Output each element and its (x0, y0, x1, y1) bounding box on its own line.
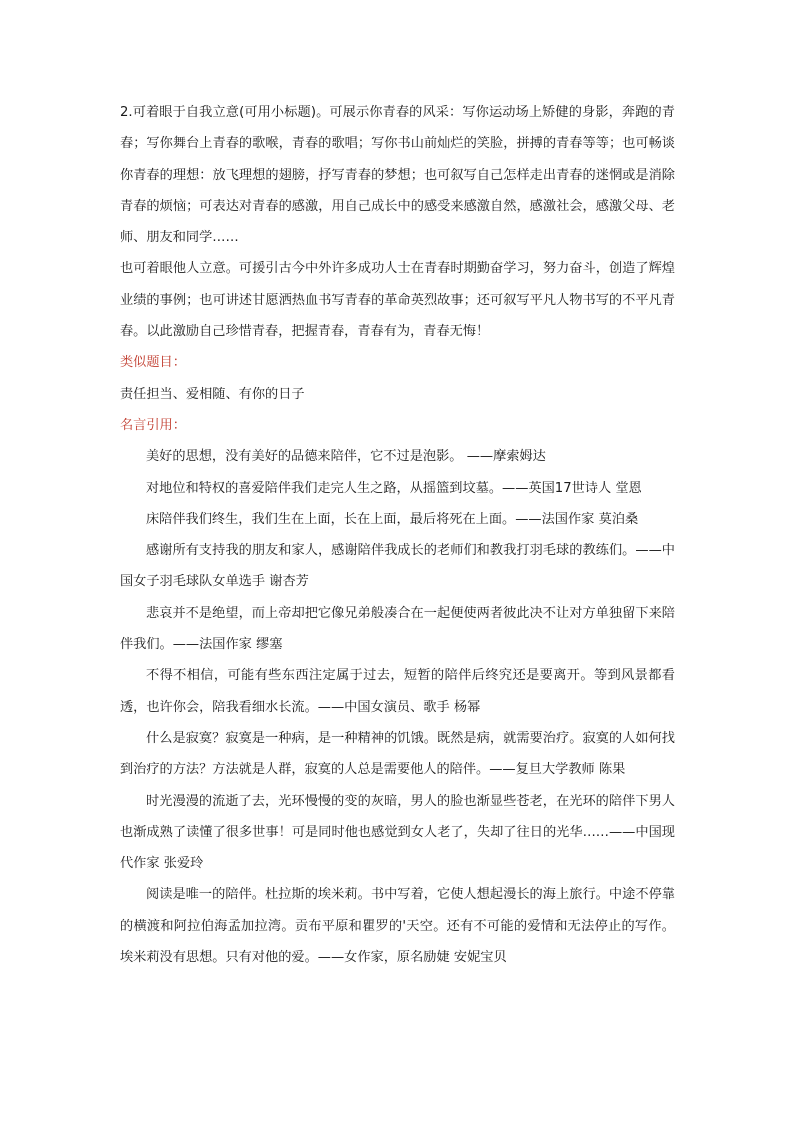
quote-item: 阅读是唯一的陪伴。杜拉斯的埃米莉。书中写着，它使人想起漫长的海上旅行。中途不停靠的横渡和阿拉伯海孟加拉湾。贡布平原和瞿罗的'天空。还有不可能的爱情和无法停止的写作。埃米莉没有思想。只有对他的爱。——女作家，原名励婕 安妮宝贝 (120, 887, 675, 966)
paragraph-others-intent: 也可着眼他人立意。可援引古今中外许多成功人士在青春时期勤奋学习，努力奋斗，创造了辉煌业绩的事例；也可讲述甘愿洒热血书写青春的革命英烈故事；还可叙写平凡人物书写的不平凡青春。以此激励自己珍惜青春，把握青春，青春有为，青春无悔！ (120, 261, 675, 340)
quote-item: 感谢所有支持我的朋友和家人，感谢陪伴我成长的老师们和教我打羽毛球的教练们。——中国女子羽毛球队女单选手 谢杏芳 (120, 543, 675, 590)
document-page (120, 97, 675, 973)
quote-item: 床陪伴我们终生，我们生在上面，长在上面，最后将死在上面。——法国作家 莫泊桑 (146, 511, 639, 527)
similar-titles-label: 类似题目： (120, 355, 186, 371)
quote-item: 不得不相信，可能有些东西注定属于过去，短暂的陪伴后终究还是要离开。等到风景都看透，也许你会，陪我看细水长流。——中国女演员、歌手 杨幂 (120, 668, 675, 715)
similar-titles: 责任担当、爱相随、有你的日子 (120, 386, 305, 402)
quote-item: 时光漫漫的流逝了去，光环慢慢的变的灰暗，男人的脸也渐显些苍老，在光环的陪伴下男人也渐成熟了读懂了很多世事！可是同时他也感觉到女人老了，失却了往日的光华……——中国现代作家 张爱玲 (120, 793, 675, 872)
quote-item: 美好的思想，没有美好的品德来陪伴，它不过是泡影。 ——摩索姆达 (146, 449, 546, 465)
quotes-label: 名言引用： (120, 417, 186, 433)
quote-item: 对地位和特权的喜爱陪伴我们走完人生之路，从摇篮到坟墓。——英国17世诗人 堂恩 (146, 480, 642, 496)
quote-item: 悲哀并不是绝望，而上帝却把它像兄弟般凑合在一起便使两者彼此决不让对方单独留下来陪伴我们。——法国作家 缪塞 (120, 605, 675, 653)
quote-item: 什么是寂寞？寂寞是一种病，是一种精神的饥饿。既然是病，就需要治疗。寂寞的人如何找到治疗的方法？方法就是人群，寂寞的人总是需要他人的陪伴。——复旦大学教师 陈果 (120, 730, 675, 778)
paragraph-self-intent: 2.可着眼于自我立意(可用小标题)。可展示你青春的风采：写你运动场上矫健的身影，奔跑的青春；写你舞台上青春的歌喉，青春的歌唱；写你书山前灿烂的笑脸，拼搏的青春等等；也可畅谈你青春的理想：放飞理想的翅膀，抒写青春的梦想；也可叙写自己怎样走出青春的迷惘或是消除青春的烦恼；可表达对青春的感激，用自己成长中的感受来感激自然，感激社会，感激父母、老师、朋友和同学…… (120, 105, 675, 246)
